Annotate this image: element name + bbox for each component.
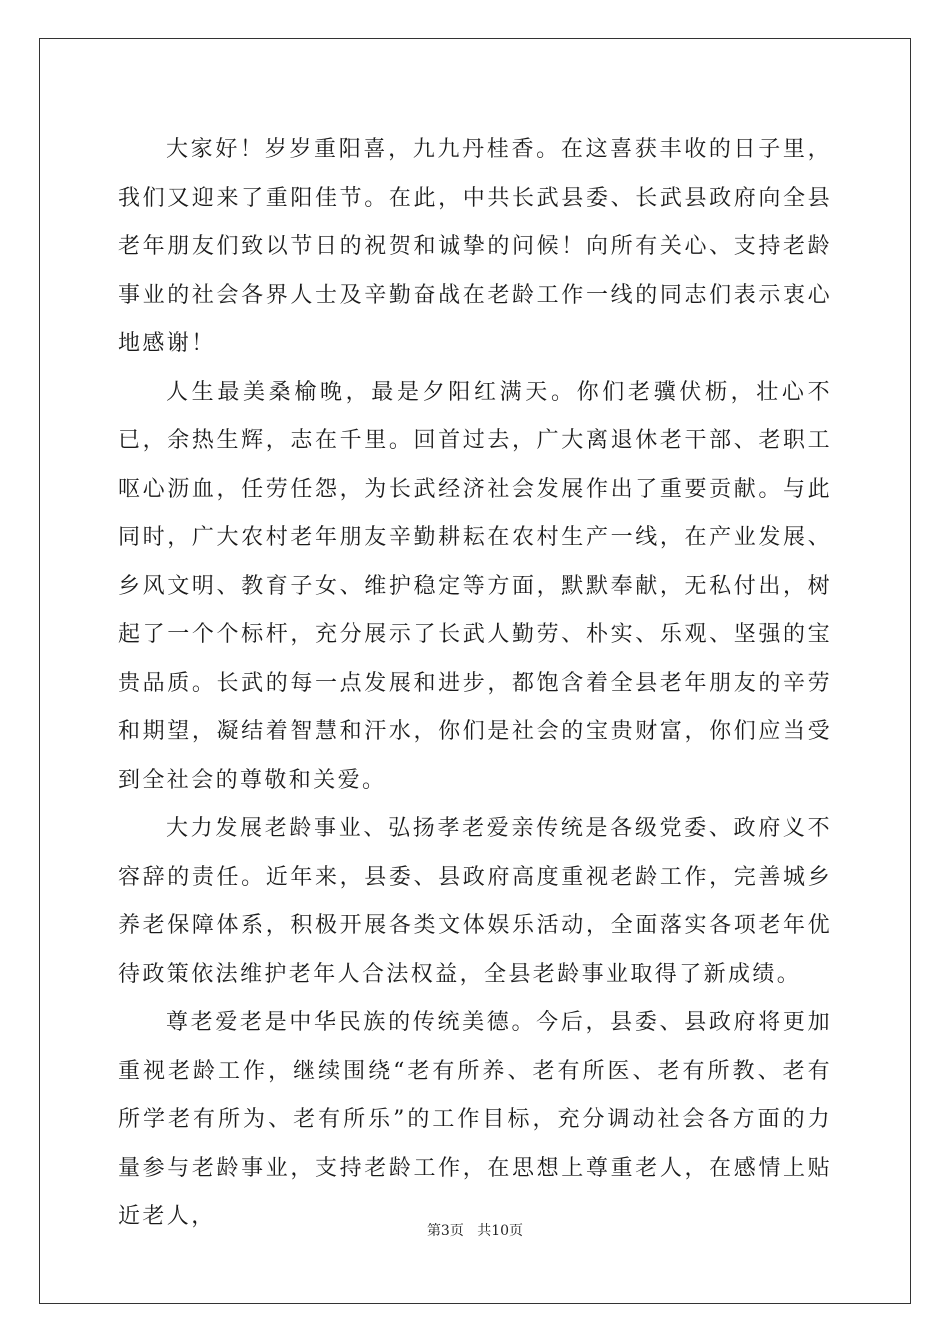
paragraph: 大家好！岁岁重阳喜，九九丹桂香。在这喜获丰收的日子里，我们又迎来了重阳佳节。在此，中共长武县委、长武县政府向全县老年朋友们致以节日的祝贺和诚挚的问候！向所有关心、支持老龄事业的社会各界人士及辛勤奋战在老龄工作一线的同志们表示衷心地感谢！ [118,137,832,356]
page-total: 共10页 [477,1223,524,1239]
page-footer [0,1220,950,1240]
paragraph: 人生最美桑榆晚，最是夕阳红满天。你们老骥伏枥，壮心不已，余热生辉，志在千里。回首过去，广大离退休老干部、老职工呕心沥血，任劳任怨，为长武经济社会发展作出了重要贡献。与此同时，广大农村老年朋友辛勤耕耘在农村生产一线，在产业发展、乡风文明、教育子女、维护稳定等方面，默默奉献，无私付出，树起了一个个标杆，充分展示了长武人勤劳、朴实、乐观、坚强的宝贵品质。长武的每一点发展和进步，都饱含着全县老年朋友的辛劳和期望，凝结着智慧和汗水，你们是社会的宝贵财富，你们应当受到全社会的尊敬和关爱。 [118,379,832,793]
page-number: 第3页 [426,1223,464,1239]
paragraph: 尊老爱老是中华民族的传统美德。今后，县委、县政府将更加重视老龄工作，继续围绕“老有所养、老有所医、老有所教、老有所学老有所为、老有所乐”的工作目标，充分调动社会各方面的力量参与老龄事业，支持老龄工作，在思想上尊重老人，在感情上贴近老人， [118,1010,832,1229]
paragraph: 大力发展老龄事业、弘扬孝老爱亲传统是各级党委、政府义不容辞的责任。近年来，县委、县政府高度重视老龄工作，完善城乡养老保障体系，积极开展各类文体娱乐活动，全面落实各项老年优待政策依法维护老年人合法权益，全县老龄事业取得了新成绩。 [118,816,832,987]
document-body [118,126,832,1242]
